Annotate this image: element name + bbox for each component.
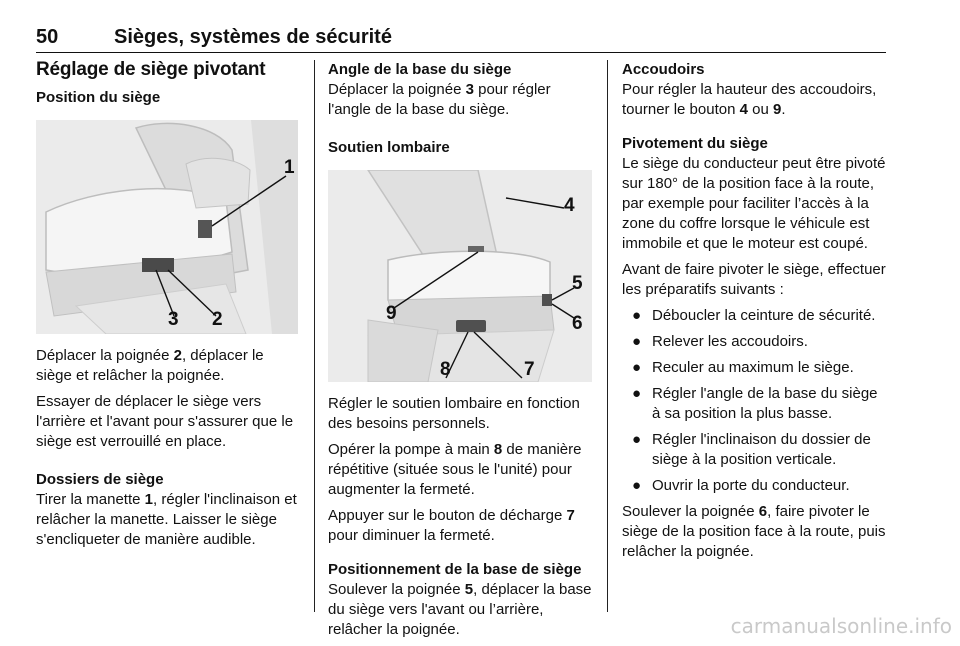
paragraph: Le siège du conducteur peut être pivoté sur 180° de la position face à la route, par exemple pour faciliter l’accès à la zone du coffre lorsque le véhicule est immobile et que le moteur est coupé. <box>622 155 886 252</box>
list-item: ● Régler l'inclinaison du dossier de siège à la position verticale. <box>632 431 871 468</box>
section-title: Réglage de siège pivotant <box>36 59 266 80</box>
column-divider <box>314 60 315 612</box>
subheading-lumbar: Soutien lombaire <box>328 139 450 156</box>
callout-label: 4 <box>564 195 575 216</box>
subheading-seat-swivel: Pivotement du siège <box>622 135 768 152</box>
column-3 <box>622 60 888 568</box>
list-item: ● Relever les accoudoirs. <box>632 333 808 350</box>
paragraph: Appuyer sur le bouton de décharge 7 pour diminuer la fermeté. <box>328 507 575 544</box>
bullet-icon: ● <box>632 385 642 402</box>
lumbar-support-figure <box>328 170 592 382</box>
column-divider <box>607 60 608 612</box>
page-number: 50 <box>36 26 59 48</box>
paragraph: Déplacer la poignée 3 pour régler l'angle de la base du siège. <box>328 81 551 118</box>
subheading-base-angle: Angle de la base du siège <box>328 61 512 78</box>
paragraph: Tirer la manette 1, régler l'inclinaison et relâcher la manette. Laisser le siège s'encliqueter de manière audible. <box>36 491 297 548</box>
callout-label: 2 <box>212 309 223 330</box>
bullet-icon: ● <box>632 307 642 324</box>
bullet-icon: ● <box>632 431 642 448</box>
callout-label: 5 <box>572 273 583 294</box>
seat-lumbar-illustration <box>328 170 592 382</box>
paragraph: Déplacer la poignée 2, déplacer le siège et relâcher la poignée. <box>36 347 264 384</box>
paragraph: Opérer la pompe à main 8 de manière répétitive (située sous le l'unité) pour augmenter la fermeté. <box>328 441 582 498</box>
callout-label: 8 <box>440 359 451 380</box>
bullet-icon: ● <box>632 477 642 494</box>
paragraph: Avant de faire pivoter le siège, effectuer les préparatifs suivants : <box>622 261 886 298</box>
seat-position-figure <box>36 120 298 334</box>
column-1 <box>36 60 298 556</box>
callout-label: 6 <box>572 313 583 334</box>
column-2 <box>328 60 592 646</box>
seat-illustration <box>36 120 298 334</box>
page-header <box>36 24 886 53</box>
list-item: ● Régler l'angle de la base du siège à sa position la plus basse. <box>632 385 878 422</box>
chapter-title: Sièges, systèmes de sécurité <box>114 26 392 48</box>
preparation-list <box>622 306 888 496</box>
paragraph: Soulever la poignée 6, faire pivoter le siège de la position face à la route, puis relâcher la poignée. <box>622 503 886 560</box>
list-item: ● Déboucler la ceinture de sécurité. <box>632 307 876 324</box>
bullet-icon: ● <box>632 359 642 376</box>
list-item: ● Reculer au maximum le siège. <box>632 359 854 376</box>
callout-label: 3 <box>168 309 179 330</box>
paragraph: Pour régler la hauteur des accoudoirs, tourner le bouton 4 ou 9. <box>622 81 877 118</box>
subheading-armrests: Accoudoirs <box>622 61 705 78</box>
subheading-backrest: Dossiers de siège <box>36 471 164 488</box>
subheading-base-positioning: Positionnement de la base de siège <box>328 561 582 578</box>
paragraph: Régler le soutien lombaire en fonction des besoins personnels. <box>328 395 580 432</box>
list-item: ● Ouvrir la porte du conducteur. <box>632 477 850 494</box>
bullet-icon: ● <box>632 333 642 350</box>
callout-label: 7 <box>524 359 535 380</box>
callout-label: 9 <box>386 303 397 324</box>
paragraph: Essayer de déplacer le siège vers l'arrière et l'avant pour s'assurer que le siège est verrouillé en place. <box>36 393 294 450</box>
watermark: carmanualsonline.info <box>730 614 952 638</box>
subheading-seat-position: Position du siège <box>36 89 161 106</box>
callout-label: 1 <box>284 157 295 178</box>
paragraph: Soulever la poignée 5, déplacer la base du siège vers l'avant ou l’arrière, relâcher la poignée. <box>328 581 592 638</box>
